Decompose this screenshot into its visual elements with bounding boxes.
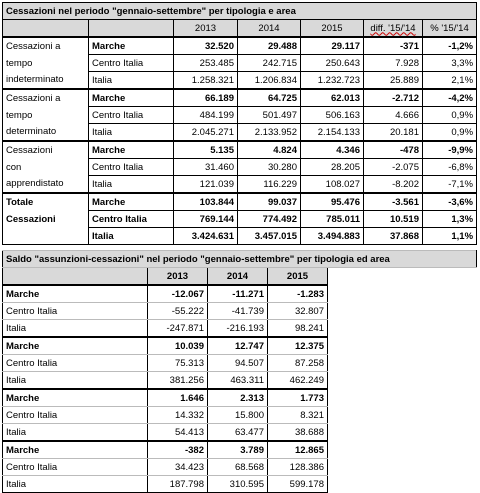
value-cell: 1,1% [423,228,477,245]
table2-title-row [3,251,477,268]
value-cell: 463.311 [208,372,268,390]
area-cell: Centro Italia [3,355,148,372]
area-cell: Italia [3,476,148,493]
value-cell: 68.568 [208,459,268,476]
value-cell: 28.205 [301,159,364,176]
value-cell: 31.460 [174,159,238,176]
saldo-table [2,250,477,493]
value-cell: 29.117 [301,37,364,55]
row-group-label: con [3,159,89,176]
blank-area [328,389,477,407]
row-group-label: indeterminato [3,72,89,90]
table-row [3,285,477,303]
value-cell: 484.199 [174,107,238,124]
column-header: % '15/'14 [423,20,477,38]
blank-area [328,285,477,303]
value-cell: 7.928 [364,55,423,72]
value-cell: 2.133.952 [238,124,301,142]
table-row [3,441,477,459]
value-cell: 32.520 [174,37,238,55]
value-cell: 1.258.321 [174,72,238,90]
value-cell: 54.413 [148,424,208,442]
blank-area [328,268,477,286]
area-cell: Centro Italia [89,159,174,176]
value-cell: 12.865 [268,441,328,459]
value-cell: -41.739 [208,303,268,320]
table-row [3,159,477,176]
table-row [3,355,477,372]
value-cell: 62.013 [301,89,364,107]
table-row [3,107,477,124]
value-cell: 64.725 [238,89,301,107]
area-cell: Centro Italia [89,55,174,72]
value-cell: 2,1% [423,72,477,90]
area-cell: Marche [3,337,148,355]
row-group-label: Cessazioni a [3,89,89,107]
value-cell: 95.476 [301,193,364,211]
value-cell: 128.386 [268,459,328,476]
value-cell: 66.189 [174,89,238,107]
area-cell: Centro Italia [3,303,148,320]
value-cell: -478 [364,141,423,159]
column-header: 2013 [148,268,208,286]
table1-title-row [3,3,477,20]
blank-area [328,337,477,355]
value-cell: 1.773 [268,389,328,407]
table-row [3,141,477,159]
value-cell: -1,2% [423,37,477,55]
value-cell: 14.332 [148,407,208,424]
column-header: 2014 [238,20,301,38]
value-cell: -8.202 [364,176,423,194]
value-cell: 25.889 [364,72,423,90]
table-row [3,303,477,320]
value-cell: -55.222 [148,303,208,320]
value-cell: 10.039 [148,337,208,355]
table2-title: Saldo "assunzioni-cessazioni" nel periodo "gennaio-settembre" per tipologia ed area [3,251,477,268]
area-cell: Centro Italia [3,407,148,424]
row-group-label: Cessazioni [3,141,89,159]
value-cell: 103.844 [174,193,238,211]
row-group-label: Totale [3,193,89,211]
blank-area [328,476,477,493]
value-cell: -3.561 [364,193,423,211]
value-cell: 506.163 [301,107,364,124]
area-cell: Marche [89,37,174,55]
value-cell: 599.178 [268,476,328,493]
value-cell: 99.037 [238,193,301,211]
value-cell: 75.313 [148,355,208,372]
area-cell: Marche [3,285,148,303]
table-row [3,320,477,338]
value-cell: 29.488 [238,37,301,55]
table-row [3,124,477,142]
table-row [3,389,477,407]
row-group-label: tempo [3,55,89,72]
value-cell: -12.067 [148,285,208,303]
row-group-label: Cessazioni a [3,37,89,55]
area-cell: Italia [89,124,174,142]
value-cell: 462.249 [268,372,328,390]
value-cell: -216.193 [208,320,268,338]
value-cell: 3.457.015 [238,228,301,245]
value-cell: 4.666 [364,107,423,124]
value-cell: 3.494.883 [301,228,364,245]
table-row [3,459,477,476]
table-row [3,72,477,90]
value-cell: 98.241 [268,320,328,338]
blank-area [328,459,477,476]
value-cell: 87.258 [268,355,328,372]
value-cell: 1,3% [423,211,477,228]
value-cell: 0,9% [423,124,477,142]
table-row [3,211,477,228]
value-cell: 3.789 [208,441,268,459]
value-cell: 94.507 [208,355,268,372]
column-header: diff. '15/'14 [364,20,423,38]
value-cell: 310.595 [208,476,268,493]
area-cell: Italia [89,228,174,245]
area-cell: Italia [3,424,148,442]
value-cell: 1.232.723 [301,72,364,90]
value-cell: 63.477 [208,424,268,442]
blank-area [328,320,477,338]
table2-header-row [3,268,477,286]
table-row [3,228,477,245]
table1-header-row [3,20,477,38]
header-empty [3,20,89,38]
table1-title: Cessazioni nel periodo "gennaio-settembre" per tipologia e area [3,3,477,20]
value-cell: 12.375 [268,337,328,355]
value-cell: 242.715 [238,55,301,72]
value-cell: 1.646 [148,389,208,407]
column-header: 2015 [268,268,328,286]
header-empty [3,268,148,286]
table-row [3,372,477,390]
value-cell: -382 [148,441,208,459]
area-cell: Centro Italia [3,459,148,476]
value-cell: 15.800 [208,407,268,424]
value-cell: 3,3% [423,55,477,72]
value-cell: 381.256 [148,372,208,390]
column-header: 2014 [208,268,268,286]
value-cell: -11.271 [208,285,268,303]
area-cell: Italia [3,320,148,338]
area-cell: Italia [89,176,174,194]
row-group-label: Cessazioni [3,211,89,228]
blank-area [328,372,477,390]
table-row [3,407,477,424]
value-cell: -3,6% [423,193,477,211]
value-cell: -247.871 [148,320,208,338]
value-cell: 4.346 [301,141,364,159]
value-cell: 10.519 [364,211,423,228]
value-cell: 769.144 [174,211,238,228]
value-cell: 12.747 [208,337,268,355]
value-cell: 2.154.133 [301,124,364,142]
blank-area [328,441,477,459]
value-cell: 8.321 [268,407,328,424]
value-cell: -7,1% [423,176,477,194]
cessazioni-table [2,2,477,245]
table-row [3,55,477,72]
area-cell: Centro Italia [89,107,174,124]
value-cell: -371 [364,37,423,55]
column-header: 2013 [174,20,238,38]
area-cell: Italia [89,72,174,90]
area-cell: Centro Italia [89,211,174,228]
blank-area [328,424,477,442]
value-cell: 0,9% [423,107,477,124]
table-row [3,476,477,493]
value-cell: 34.423 [148,459,208,476]
row-group-label [3,228,89,245]
value-cell: 2.313 [208,389,268,407]
value-cell: 30.280 [238,159,301,176]
area-cell: Marche [89,141,174,159]
column-header: 2015 [301,20,364,38]
value-cell: 1.206.834 [238,72,301,90]
value-cell: 785.011 [301,211,364,228]
value-cell: 116.229 [238,176,301,194]
area-cell: Italia [3,372,148,390]
blank-area [328,355,477,372]
blank-area [328,303,477,320]
value-cell: 20.181 [364,124,423,142]
value-cell: -2.712 [364,89,423,107]
value-cell: 5.135 [174,141,238,159]
area-cell: Marche [3,389,148,407]
value-cell: 187.798 [148,476,208,493]
value-cell: 774.492 [238,211,301,228]
value-cell: 3.424.631 [174,228,238,245]
area-cell: Marche [3,441,148,459]
header-empty [89,20,174,38]
area-cell: Marche [89,193,174,211]
value-cell: 253.485 [174,55,238,72]
value-cell: 4.824 [238,141,301,159]
row-group-label: apprendistato [3,176,89,194]
value-cell: -1.283 [268,285,328,303]
value-cell: -9,9% [423,141,477,159]
blank-area [328,407,477,424]
value-cell: 250.643 [301,55,364,72]
value-cell: -4,2% [423,89,477,107]
table-row [3,193,477,211]
value-cell: 37.868 [364,228,423,245]
table-row [3,424,477,442]
value-cell: 501.497 [238,107,301,124]
value-cell: -2.075 [364,159,423,176]
area-cell: Marche [89,89,174,107]
row-group-label: tempo [3,107,89,124]
table-row [3,337,477,355]
row-group-label: determinato [3,124,89,142]
table-row [3,89,477,107]
value-cell: 2.045.271 [174,124,238,142]
value-cell: 38.688 [268,424,328,442]
value-cell: 121.039 [174,176,238,194]
value-cell: 108.027 [301,176,364,194]
table-row [3,176,477,194]
value-cell: 32.807 [268,303,328,320]
value-cell: -6,8% [423,159,477,176]
table-row [3,37,477,55]
